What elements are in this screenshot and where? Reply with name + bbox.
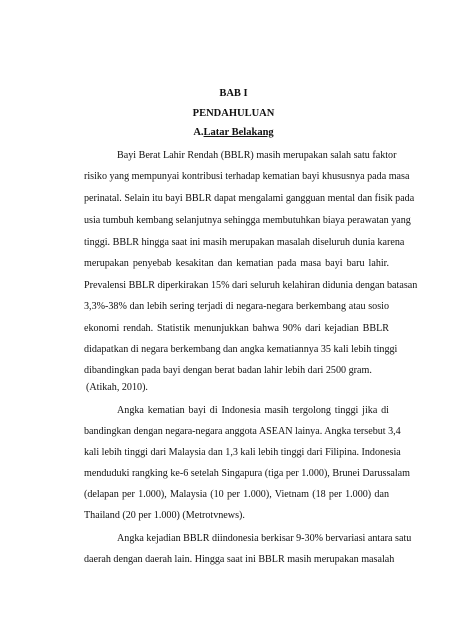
paragraph-3-line-1: Angka kejadian BBLR diindonesia berkisar 9-30% bervariasi antara satu bbox=[117, 533, 412, 544]
paragraph-1-line-7: Prevalensi BBLR diperkirakan 15% dari seluruh kelahiran didunia dengan batasan bbox=[84, 280, 418, 291]
paragraph-1-line-5: tinggi. BBLR hingga saat ini masih merupakan masalah diseluruh dunia karena bbox=[84, 237, 405, 248]
paragraph-1-line-8: 3,3%-38% dan lebih sering terjadi di negara-negara berkembang atau sosio bbox=[84, 301, 389, 312]
paragraph-2-line-2: bandingkan dengan negara-negara anggota ASEAN lainya. Angka tersebut 3,4 bbox=[84, 426, 401, 437]
section-title: Latar Belakang bbox=[203, 127, 274, 138]
paragraph-1-line-3: perinatal. Selain itu bayi BBLR dapat mengalami gangguan mental dan fisik pada bbox=[84, 193, 415, 204]
paragraph-2-line-4: menduduki rangking ke-6 setelah Singapura (tiga per 1.000), Brunei Darussalam bbox=[84, 468, 410, 479]
section-heading bbox=[7, 127, 453, 138]
chapter-title: PENDAHULUAN bbox=[192, 108, 275, 119]
paragraph-1-line-4: usia tumbuh kembang selanjutnya sehingga membutuhkan biaya perawatan yang bbox=[84, 215, 411, 226]
chapter-number: BAB I bbox=[219, 88, 248, 99]
paragraph-1-line-2: risiko yang mempunyai kontribusi terhadap kematian bayi khususnya pada masa bbox=[84, 171, 410, 182]
paragraph-1-line-6: merupakan penyebab kesakitan dan kematian pada masa bayi baru lahir. bbox=[84, 258, 389, 269]
paragraph-1-line-9: ekonomi rendah. Statistik menunjukkan bahwa 90% dari kejadian BBLR bbox=[84, 323, 389, 334]
paragraph-2-line-3: kali lebih tinggi dari Malaysia dan 1,3 kali lebih tinggi dari Filipina. Indonesia bbox=[84, 447, 401, 458]
paragraph-3-line-2: daerah dengan daerah lain. Hingga saat ini BBLR masih merupakan masalah bbox=[84, 554, 395, 565]
paragraph-1-line-1: Bayi Berat Lahir Rendah (BBLR) masih merupakan salah satu faktor bbox=[117, 150, 397, 161]
paragraph-1-citation: (Atikah, 2010). bbox=[86, 382, 148, 393]
paragraph-1-line-11: dibandingkan pada bayi dengan berat badan lahir lebih dari 2500 gram. bbox=[84, 365, 372, 376]
paragraph-2-line-1: Angka kematian bayi di Indonesia masih tergolong tinggi jika di bbox=[117, 405, 389, 416]
section-prefix: A. bbox=[193, 127, 204, 138]
paragraph-1-line-10: didapatkan di negara berkembang dan angka kematiannya 35 kali lebih tinggi bbox=[84, 344, 398, 355]
paragraph-2-line-6: Thailand (20 per 1.000) (Metrotvnews). bbox=[84, 510, 245, 521]
paragraph-2-line-5: (delapan per 1.000), Malaysia (10 per 1.000), Vietnam (18 per 1.000) dan bbox=[84, 489, 389, 500]
